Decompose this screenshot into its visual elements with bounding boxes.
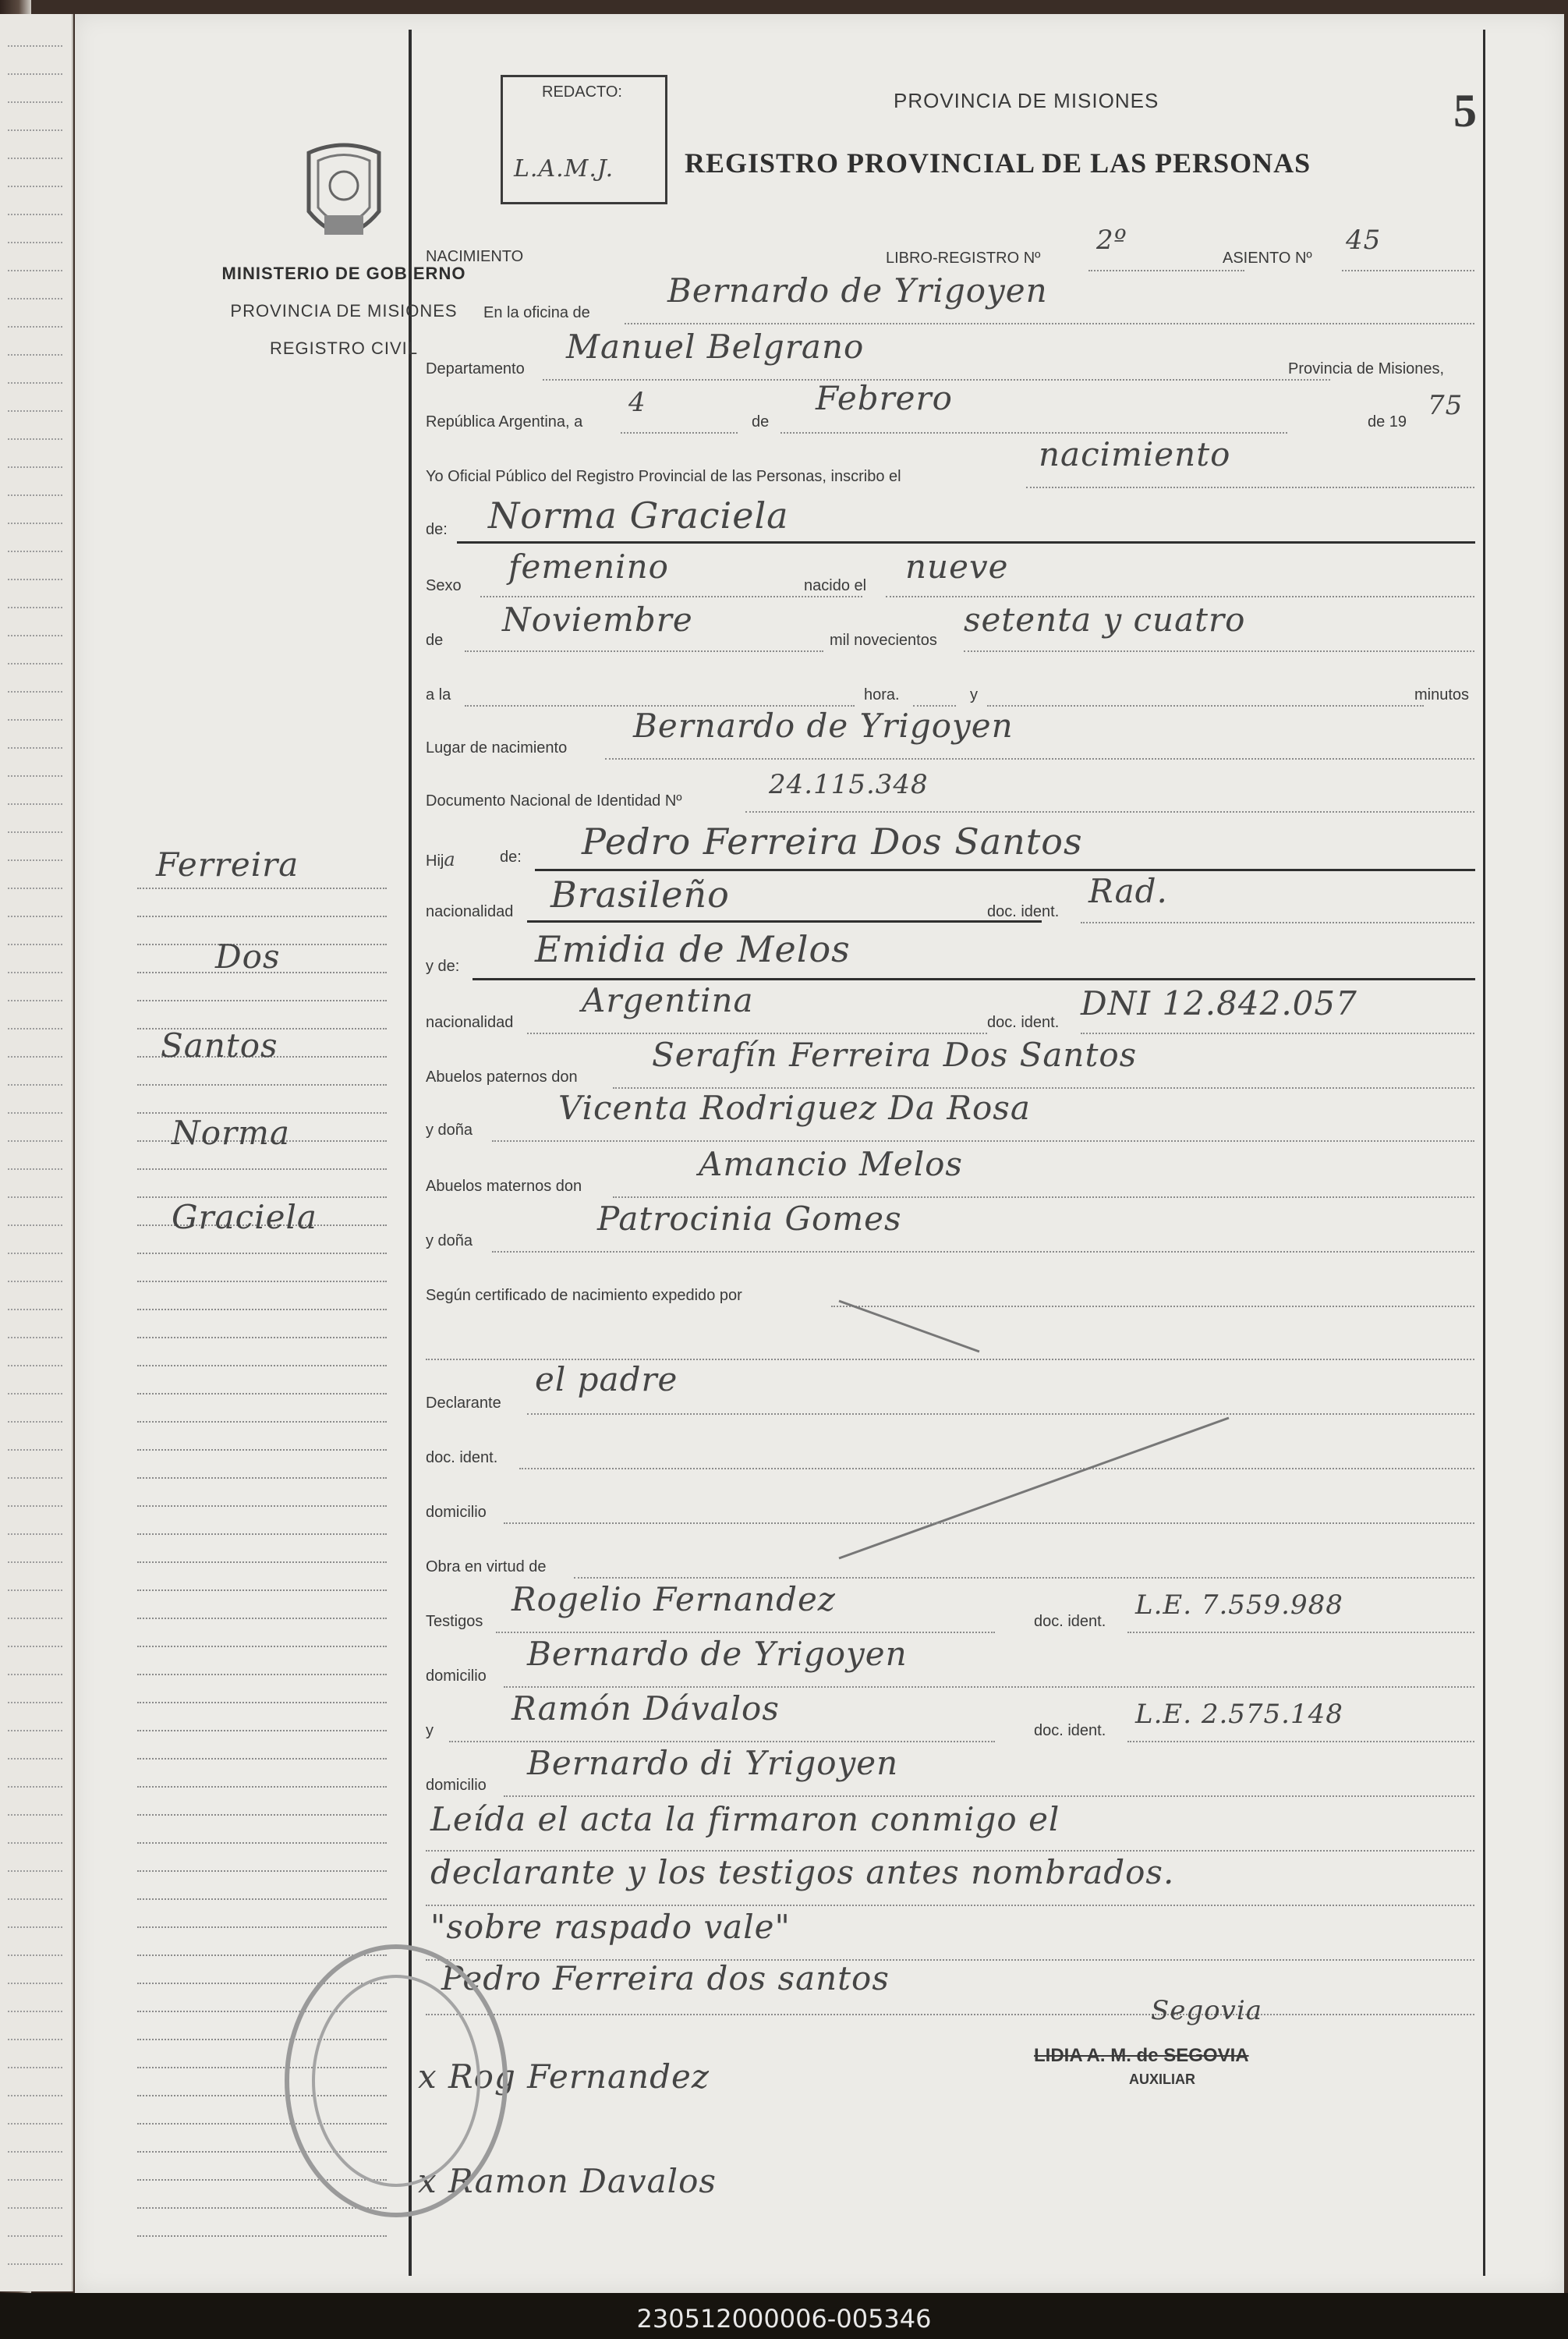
lugar-label: Lugar de nacimiento (426, 739, 568, 757)
testigos-label: Testigos (426, 1613, 483, 1630)
firma-testigo2: x Ramon Davalos (418, 2162, 717, 2200)
declarante-domicilio-label: domicilio (426, 1504, 487, 1521)
dia-line (621, 432, 738, 434)
prev-page-line (8, 551, 62, 552)
provincia-label: Provincia de Misiones, (1288, 360, 1445, 377)
prev-page-line (8, 775, 62, 777)
margin-line (137, 1730, 387, 1731)
prev-page-line (8, 691, 62, 693)
prev-page-line (8, 1926, 62, 1928)
prev-page-line (8, 158, 62, 159)
prev-page-line (8, 1000, 62, 1001)
minutos-label: minutos (1414, 686, 1470, 703)
cierre-2: declarante y los testigos antes nombrados. (430, 1853, 1175, 1891)
oficina-line (625, 323, 1474, 324)
registry-title: REGISTRO PROVINCIAL DE LAS PERSONAS (685, 147, 1311, 179)
y-label: y (970, 686, 978, 703)
prev-page-line (8, 214, 62, 215)
margin-line (137, 1253, 387, 1254)
mes-nac-line (465, 650, 823, 652)
a-la-label: a la (426, 686, 451, 703)
margin-line (137, 1702, 387, 1703)
prev-page-line (8, 2011, 62, 2012)
margin-line (137, 1421, 387, 1423)
doc-madre-value: DNI 12.842.057 (1081, 984, 1357, 1022)
margin-line (137, 1393, 387, 1395)
nac-madre-line (527, 1033, 987, 1034)
mes-nac-value: Noviembre (502, 601, 693, 639)
official-seal-stamp-icon (279, 1940, 513, 2221)
hijo-de-label: de: (500, 849, 522, 866)
prev-page-line (8, 635, 62, 636)
page-number: 5 (1453, 85, 1477, 136)
acto-line (1026, 487, 1474, 488)
nombre-label: de: (426, 521, 448, 538)
cierre-line-2 (426, 1905, 1474, 1906)
prev-page-line (8, 944, 62, 945)
redacto-value: L.A.M.J. (514, 155, 614, 183)
sexo-label: Sexo (426, 577, 462, 594)
hijo-suffix: a (444, 849, 456, 870)
prev-page-line (8, 1814, 62, 1816)
prev-page-line (8, 2179, 62, 2181)
abuela-mat-label: y doña (426, 1232, 473, 1249)
prev-page-line (8, 1393, 62, 1395)
prev-page-line (8, 2207, 62, 2209)
registry-label: REGISTRO CIVIL (269, 338, 419, 358)
oficina-value: Bernardo de Yrigoyen (667, 271, 1048, 310)
yo-oficial-label: Yo Oficial Público del Registro Provincial de las Personas, inscribo el (426, 468, 901, 485)
prev-page-line (8, 1589, 62, 1591)
margin-line (137, 1589, 387, 1591)
dni-label: Documento Nacional de Identidad Nº (426, 792, 682, 810)
dni-line (745, 811, 1474, 813)
hijo-label (426, 849, 456, 870)
prev-page-line (8, 972, 62, 973)
prev-page-line (8, 2039, 62, 2040)
hora-label: hora. (864, 686, 900, 703)
archive-footer (0, 2293, 1568, 2339)
prev-page-line (8, 1561, 62, 1563)
prev-page-line (8, 382, 62, 384)
nac-madre-value: Argentina (582, 981, 754, 1019)
testigo1-line (496, 1632, 995, 1633)
margin-line (137, 1477, 387, 1479)
prev-page-line (8, 1646, 62, 1647)
prev-page-line (8, 1702, 62, 1703)
minutos-line (987, 705, 1424, 707)
archive-id: 230512000006-005346 (636, 2304, 932, 2334)
margin-name-1: Ferreira (156, 845, 299, 884)
prev-page-line (8, 1337, 62, 1338)
sexo-line (480, 596, 862, 597)
prev-page-line (8, 1112, 62, 1114)
testigo2-doc-line (1127, 1741, 1474, 1742)
margin-line (137, 2235, 387, 2237)
firma-padre: Pedro Ferreira dos santos (441, 1959, 890, 1997)
prev-page-line (8, 298, 62, 299)
margin-line (137, 1842, 387, 1844)
strike-mark-2 (831, 1410, 1237, 1566)
asiento-label: ASIENTO Nº (1223, 250, 1312, 267)
asiento-line (1342, 270, 1474, 271)
testigo2-doc-label: doc. ident. (1034, 1722, 1106, 1739)
prev-page-line (8, 1954, 62, 1956)
prev-page-line (8, 2235, 62, 2237)
province-small-label: PROVINCIA DE MISIONES (230, 301, 458, 321)
prev-page-line (8, 1898, 62, 1900)
mes-de-label: de (752, 413, 770, 431)
testigo2-value: Ramón Dávalos (511, 1689, 780, 1728)
testigo2-label: y (426, 1722, 434, 1739)
prev-page-line (8, 1084, 62, 1086)
prev-page-line (8, 1786, 62, 1788)
margin-line (137, 1561, 387, 1563)
firma-testigo1: x Rog Fernandez (418, 2057, 710, 2096)
abuela-pat-value: Vicenta Rodriguez Da Rosa (558, 1089, 1031, 1127)
testigo2-line (449, 1741, 995, 1742)
nombre-rule (457, 541, 1475, 544)
declarante-label: Declarante (426, 1395, 501, 1412)
libro-label: LIBRO-REGISTRO Nº (886, 250, 1041, 267)
mes-nac-label: de (426, 632, 444, 649)
departamento-value: Manuel Belgrano (566, 328, 865, 366)
margin-name-5: Graciela (172, 1198, 317, 1236)
abuela-mat-value: Patrocinia Gomes (597, 1200, 902, 1238)
nacido-label: nacido el (804, 577, 867, 594)
margin-line (137, 1309, 387, 1310)
abuelo-mat-label: Abuelos maternos don (426, 1178, 582, 1195)
margin-line (137, 1870, 387, 1872)
margin-line (137, 888, 387, 889)
prev-page-line (8, 1196, 62, 1198)
prev-page-line (8, 1842, 62, 1844)
prev-page-line (8, 1421, 62, 1423)
margin-line (137, 1505, 387, 1507)
anio-label: de 19 (1368, 413, 1407, 431)
redacto-label: REDACTO: (542, 83, 622, 101)
cierre-line-1 (426, 1850, 1474, 1852)
margin-line (137, 1533, 387, 1535)
right-column-rule (1483, 30, 1485, 2276)
testigo2-doc-value: L.E. 2.575.148 (1135, 1699, 1343, 1730)
prev-page-line (8, 494, 62, 496)
doc-madre-line (1081, 1033, 1474, 1034)
redacto-box (501, 75, 667, 204)
prev-page-line (8, 1983, 62, 1984)
testigo2-domicilio-label: domicilio (426, 1777, 487, 1794)
prev-page-line (8, 2067, 62, 2068)
margin-line (137, 1084, 387, 1086)
segun-label: Según certificado de nacimiento expedido por (426, 1287, 742, 1304)
prev-page-line (8, 888, 62, 889)
left-column-rule (409, 30, 412, 2276)
mes-value: Febrero (816, 379, 953, 417)
testigo2-domicilio-value: Bernardo di Yrigoyen (527, 1744, 899, 1782)
prev-page-line (8, 410, 62, 412)
abuelo-mat-line (613, 1196, 1474, 1198)
firma-oficial: Segovia (1151, 1995, 1262, 2026)
sello-cargo: AUXILIAR (1129, 2071, 1195, 2087)
prev-page-line (8, 438, 62, 440)
sexo-value: femenino (508, 548, 669, 586)
abuela-pat-line (492, 1140, 1474, 1142)
prev-page-line (8, 1281, 62, 1282)
acto-value: nacimiento (1039, 435, 1231, 473)
prev-page-line (8, 1028, 62, 1030)
prev-page-line (8, 916, 62, 917)
prev-page-line (8, 1533, 62, 1535)
prev-page-line (8, 186, 62, 187)
prev-page-line (8, 270, 62, 271)
prev-page-line (8, 1140, 62, 1142)
sello-oficial: LIDIA A. M. de SEGOVIA (1034, 2045, 1249, 2066)
padre-rule (535, 869, 1475, 871)
abuelo-pat-value: Serafín Ferreira Dos Santos (652, 1036, 1138, 1074)
lugar-value: Bernardo de Yrigoyen (633, 707, 1014, 745)
margin-line (137, 1000, 387, 1001)
margin-line (137, 1281, 387, 1282)
margin-line (137, 1898, 387, 1900)
nacimiento-label: NACIMIENTO (426, 248, 524, 265)
abuela-mat-line (492, 1251, 1474, 1253)
registry-page (75, 14, 1564, 2293)
prev-page-line (8, 1253, 62, 1254)
mes-line (780, 432, 1287, 434)
prev-page-line (8, 1365, 62, 1366)
prev-page-line (8, 354, 62, 356)
prev-page-line (8, 1224, 62, 1226)
margin-line (137, 1758, 387, 1760)
strike-mark (831, 1293, 987, 1356)
lugar-line (605, 758, 1474, 760)
dni-value: 24.115.348 (769, 769, 929, 800)
prev-page-line (8, 1056, 62, 1058)
margin-line (137, 1449, 387, 1451)
declarante-domicilio-line (504, 1522, 1474, 1524)
firma-line-1 (426, 2014, 1474, 2015)
prev-page-line (8, 101, 62, 103)
doc-madre-label: doc. ident. (987, 1014, 1060, 1031)
prev-page-line (8, 579, 62, 580)
prev-page-line (8, 859, 62, 861)
previous-page-edge (0, 14, 73, 2291)
doc-padre-value: Rad. (1088, 872, 1168, 910)
margin-line (137, 1674, 387, 1675)
departamento-label: Departamento (426, 360, 525, 377)
declarante-value: el padre (535, 1360, 678, 1398)
prev-page-line (8, 1505, 62, 1507)
libro-line (1088, 270, 1244, 271)
republica-label: República Argentina, a (426, 413, 583, 431)
margin-line (137, 1365, 387, 1366)
abuelo-mat-value: Amancio Melos (699, 1145, 963, 1183)
prev-page-line (8, 747, 62, 749)
ministry-label: MINISTERIO DE GOBIERNO (221, 264, 466, 283)
prev-page-line (8, 73, 62, 75)
prev-page-line (8, 831, 62, 833)
anio-nac-value: setenta y cuatro (964, 601, 1246, 639)
anio-nac-line (964, 650, 1474, 652)
prev-page-line (8, 242, 62, 243)
margin-line (137, 1337, 387, 1338)
margin-name-3: Santos (161, 1026, 278, 1065)
prev-page-line (8, 2095, 62, 2096)
nacionalidad-padre-label: nacionalidad (426, 903, 514, 920)
prev-page-line (8, 607, 62, 608)
obra-label: Obra en virtud de (426, 1558, 547, 1575)
madre-value: Emidia de Melos (535, 928, 851, 970)
doc-padre-label: doc. ident. (987, 903, 1060, 920)
prev-page-line (8, 129, 62, 131)
prev-page-line (8, 1309, 62, 1310)
prev-page-line (8, 663, 62, 664)
abuela-pat-label: y doña (426, 1122, 473, 1139)
prev-page-line (8, 1758, 62, 1760)
testigo1-doc-line (1127, 1632, 1474, 1633)
y-de-label: y de: (426, 958, 460, 975)
abuelo-pat-label: Abuelos paternos don (426, 1068, 578, 1086)
nacionalidad-madre-label: nacionalidad (426, 1014, 514, 1031)
doc-padre-line (1081, 922, 1474, 923)
testigo1-value: Rogelio Fernandez (511, 1580, 836, 1618)
margin-name-4: Norma (172, 1114, 290, 1152)
prev-page-line (8, 326, 62, 328)
oficina-label: En la oficina de (483, 304, 590, 321)
margin-line (137, 1926, 387, 1928)
nacido-value: nueve (905, 548, 1009, 586)
nac-padre-value: Brasileño (550, 874, 730, 916)
padre-value: Pedro Ferreira Dos Santos (582, 820, 1083, 863)
obra-line (574, 1577, 1474, 1579)
prev-page-line (8, 2123, 62, 2125)
prev-page-line (8, 1730, 62, 1731)
margin-line (137, 1168, 387, 1170)
prev-page-line (8, 466, 62, 468)
cierre-1: Leída el acta la firmaron conmigo el (430, 1800, 1060, 1838)
margin-name-2: Dos (215, 937, 281, 976)
margin-line (137, 1618, 387, 1619)
prev-page-line (8, 719, 62, 721)
prev-page-line (8, 1870, 62, 1872)
prev-page-line (8, 45, 62, 47)
mil-label: mil novecientos (830, 632, 937, 649)
testigo2-domicilio-line (504, 1795, 1474, 1797)
prev-page-line (8, 1477, 62, 1479)
province-crest-icon (293, 137, 395, 254)
margin-line (137, 916, 387, 917)
asiento-value: 45 (1346, 225, 1382, 256)
prev-page-line (8, 2151, 62, 2153)
margin-line (137, 1786, 387, 1788)
nac-padre-rule (527, 920, 1042, 923)
hijo-prefix: Hij (426, 852, 444, 870)
nacido-line (886, 596, 1474, 597)
prev-page-line (8, 2263, 62, 2265)
declarante-doc-label: doc. ident. (426, 1449, 498, 1466)
margin-line (137, 1814, 387, 1816)
testigo1-doc-value: L.E. 7.559.988 (1135, 1589, 1343, 1621)
testigo1-domicilio-line (504, 1686, 1474, 1688)
anio-value: 75 (1428, 390, 1464, 421)
libro-value: 2º (1096, 225, 1127, 256)
madre-rule (473, 978, 1475, 980)
province-header: PROVINCIA DE MISIONES (894, 89, 1159, 112)
nombre-value: Norma Graciela (488, 494, 789, 537)
prev-page-line (8, 523, 62, 524)
prev-page-line (8, 1674, 62, 1675)
prev-page-line (8, 803, 62, 805)
testigo1-domicilio-value: Bernardo de Yrigoyen (527, 1635, 908, 1673)
cierre-3: "sobre raspado vale" (430, 1908, 791, 1946)
prev-page-line (8, 1449, 62, 1451)
testigo1-domicilio-label: domicilio (426, 1667, 487, 1685)
prev-page-line (8, 1168, 62, 1170)
prev-page-line (8, 1618, 62, 1619)
testigo1-doc-label: doc. ident. (1034, 1613, 1106, 1630)
dia-value: 4 (628, 387, 646, 418)
margin-line (137, 1646, 387, 1647)
